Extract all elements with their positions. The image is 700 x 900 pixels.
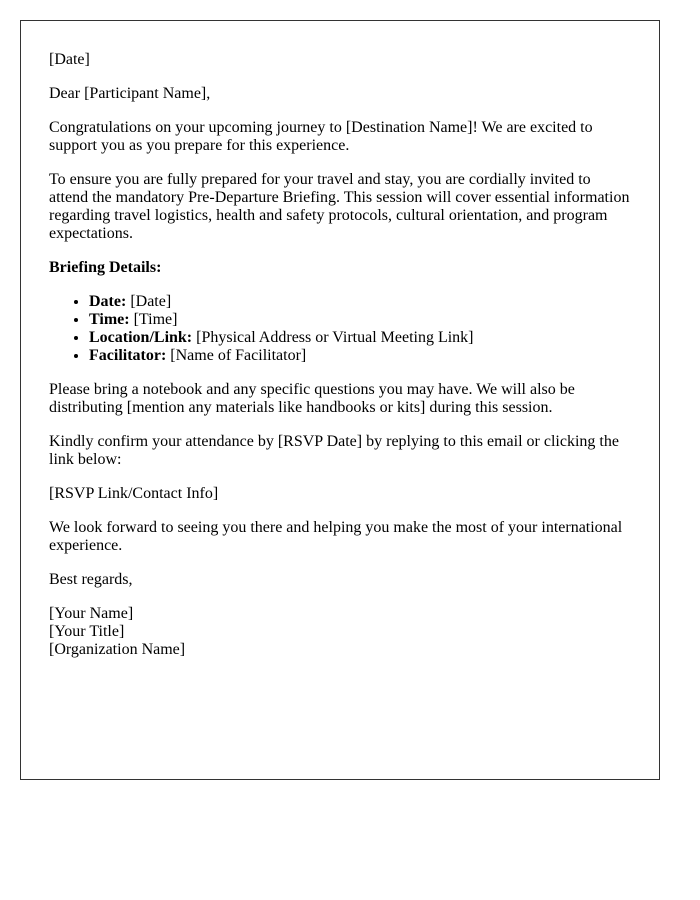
detail-value: [Time] <box>129 311 178 328</box>
intro-paragraph: Congratulations on your upcoming journey to [Destination Name]! We are excited to support you as you prepare for this experience. <box>49 119 593 154</box>
detail-item-facilitator <box>89 347 631 365</box>
briefing-heading <box>49 259 631 277</box>
detail-label: Facilitator: <box>89 347 167 364</box>
detail-label: Time: <box>89 311 130 328</box>
detail-label: Date: <box>89 293 127 310</box>
signature-name: [Your Name] <box>49 605 134 622</box>
materials-paragraph: Please bring a notebook and any specific questions you may have. We will also be distributing [mention any materials like handbooks or kits] during this session. <box>49 381 575 416</box>
detail-item-date <box>89 293 631 311</box>
letter-date: [Date] <box>49 51 90 68</box>
detail-item-time <box>89 311 631 329</box>
briefing-details-list <box>49 293 631 365</box>
signature-organization: [Organization Name] <box>49 641 186 658</box>
detail-item-location <box>89 329 631 347</box>
closing: Best regards, <box>49 571 133 588</box>
briefing-heading-text: Briefing Details: <box>49 259 162 276</box>
signature-title: [Your Title] <box>49 623 125 640</box>
signature-block <box>49 605 631 659</box>
letter-document <box>20 20 660 780</box>
rsvp-link[interactable]: [RSVP Link/Contact Info] <box>49 485 219 502</box>
invitation-paragraph: To ensure you are fully prepared for your travel and stay, you are cordially invited to attend the mandatory Pre-Departure Briefing. This session will cover essential information regarding travel logistics, health and safety protocols, cultural orientation, and program expectations. <box>49 171 630 242</box>
rsvp-paragraph: Kindly confirm your attendance by [RSVP Date] by replying to this email or clicking the link below: <box>49 433 619 468</box>
detail-label: Location/Link: <box>89 329 193 346</box>
detail-value: [Physical Address or Virtual Meeting Link] <box>192 329 474 346</box>
detail-value: [Name of Facilitator] <box>166 347 307 364</box>
closing-paragraph: We look forward to seeing you there and helping you make the most of your international experience. <box>49 519 623 554</box>
salutation: Dear [Participant Name], <box>49 85 211 102</box>
detail-value: [Date] <box>126 293 172 310</box>
